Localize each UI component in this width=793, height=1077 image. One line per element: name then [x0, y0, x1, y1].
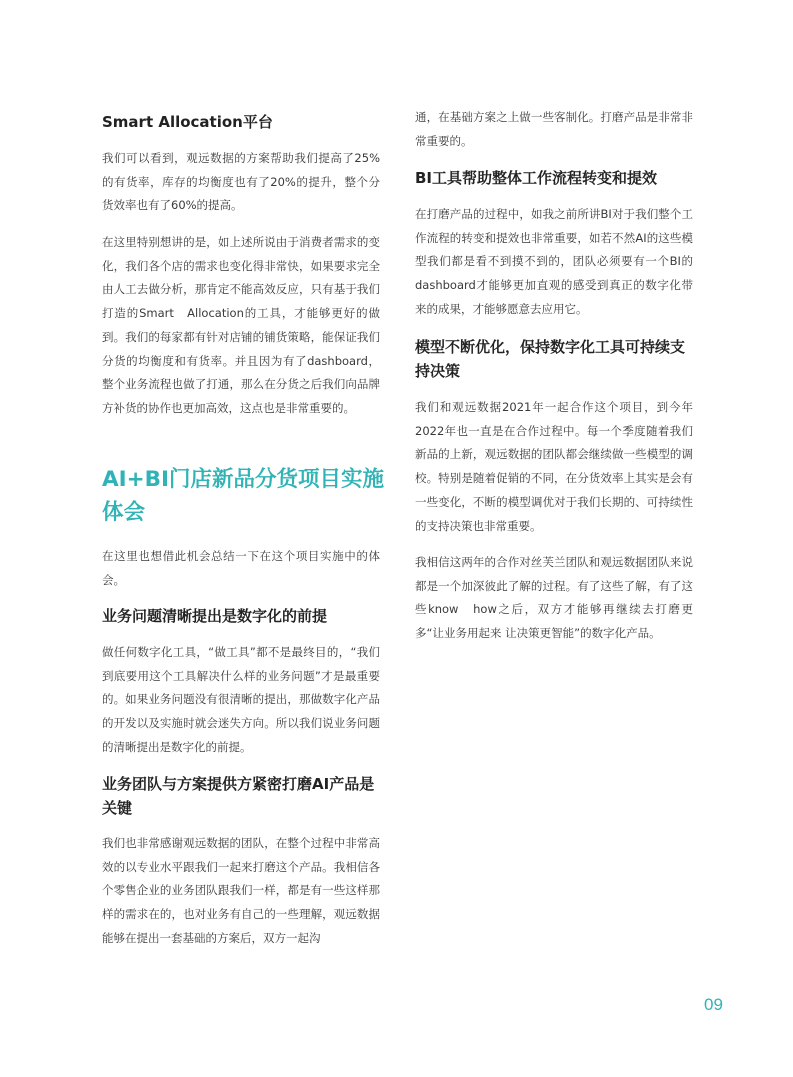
smart-allocation-paragraph-2: 在这里特别想讲的是，如上述所说由于消费者需求的变化，我们各个店的需求也变化得非常快，如果要求完全由人工去做分析，那肯定不能高效反应，只有基于我们打造的Smart Allocation的工具，才能够更好的做到。我们的每家都有针对店铺的铺货策略，能保证我们分货的均衡度和有货率。并且因为有了dashboard，整个业务流程也做了打通，那么在分货之后我们向品牌方补货的协作也更加高效，这点也是非常重要的。	[102, 235, 380, 415]
page-number: 09	[704, 995, 723, 1014]
section-intro: 在这里也想借此机会总结一下在这个项目实施中的体会。	[102, 549, 380, 587]
team-paragraph: 我们也非常感谢观远数据的团队，在整个过程中非常高效的以专业水平跟我们一起来打磨这个产品。我相信各个零售企业的业务团队跟我们一样，都是有一些这样那样的需求在的，也对业务有自己的一些理解，观远数据能够在提出一套基础的方案后，双方一起沟	[102, 836, 380, 945]
bi-paragraph: 在打磨产品的过程中，如我之前所讲BI对于我们整个工作流程的转变和提效也非常重要，如若不然AI的这些模型我们都是看不到摸不到的，团队必须要有一个BI的dashboard才能够更加直观的感受到真正的数字化带来的成果，才能够愿意去应用它。	[415, 207, 693, 316]
model-heading: 模型不断优化，保持数字化工具可持续支持决策	[415, 338, 686, 380]
problem-heading: 业务问题清晰提出是数字化的前提	[102, 607, 328, 625]
problem-paragraph: 做任何数字化工具，“做工具”都不是最终目的，“我们到底要用这个工具解决什么样的业务问题”才是最重要的。如果业务问题没有很清晰的提出，那做数字化产品的开发以及实施时就会迷失方向。所以我们说业务问题的清晰提出是数字化的前提。	[102, 645, 380, 754]
smart-allocation-paragraph-1: 我们可以看到，观远数据的方案帮助我们提高了25%的有货率，库存的均衡度也有了20%的提升，整个分货效率也有了60%的提高。	[102, 151, 380, 213]
model-paragraph: 我们和观远数据2021年一起合作这个项目，到今年2022年也一直是在合作过程中。每一个季度随着我们新品的上新，观远数据的团队都会继续做一些模型的调校。特别是随着促销的不同，在分货效率上其实是会有一些变化，不断的模型调优对于我们长期的、可持续性的支持决策也非常重要。	[415, 400, 693, 533]
bi-heading: BI工具帮助整体工作流程转变和提效	[415, 169, 658, 187]
team-heading: 业务团队与方案提供方紧密打磨AI产品是关键	[102, 775, 375, 817]
team-paragraph-continued: 通，在基础方案之上做一些客制化。打磨产品是非常非常重要的。	[415, 110, 693, 148]
smart-allocation-heading: Smart Allocation平台	[102, 113, 273, 131]
closing-paragraph: 我相信这两年的合作对丝芙兰团队和观远数据团队来说都是一个加深彼此了解的过程。有了这些了解，有了这些know how之后，双方才能够再继续去打磨更多“让业务用起来 让决策更智能”的数字化产品。	[415, 555, 693, 641]
section-title: AI+BI门店新品分货项目实施体会	[102, 467, 385, 525]
